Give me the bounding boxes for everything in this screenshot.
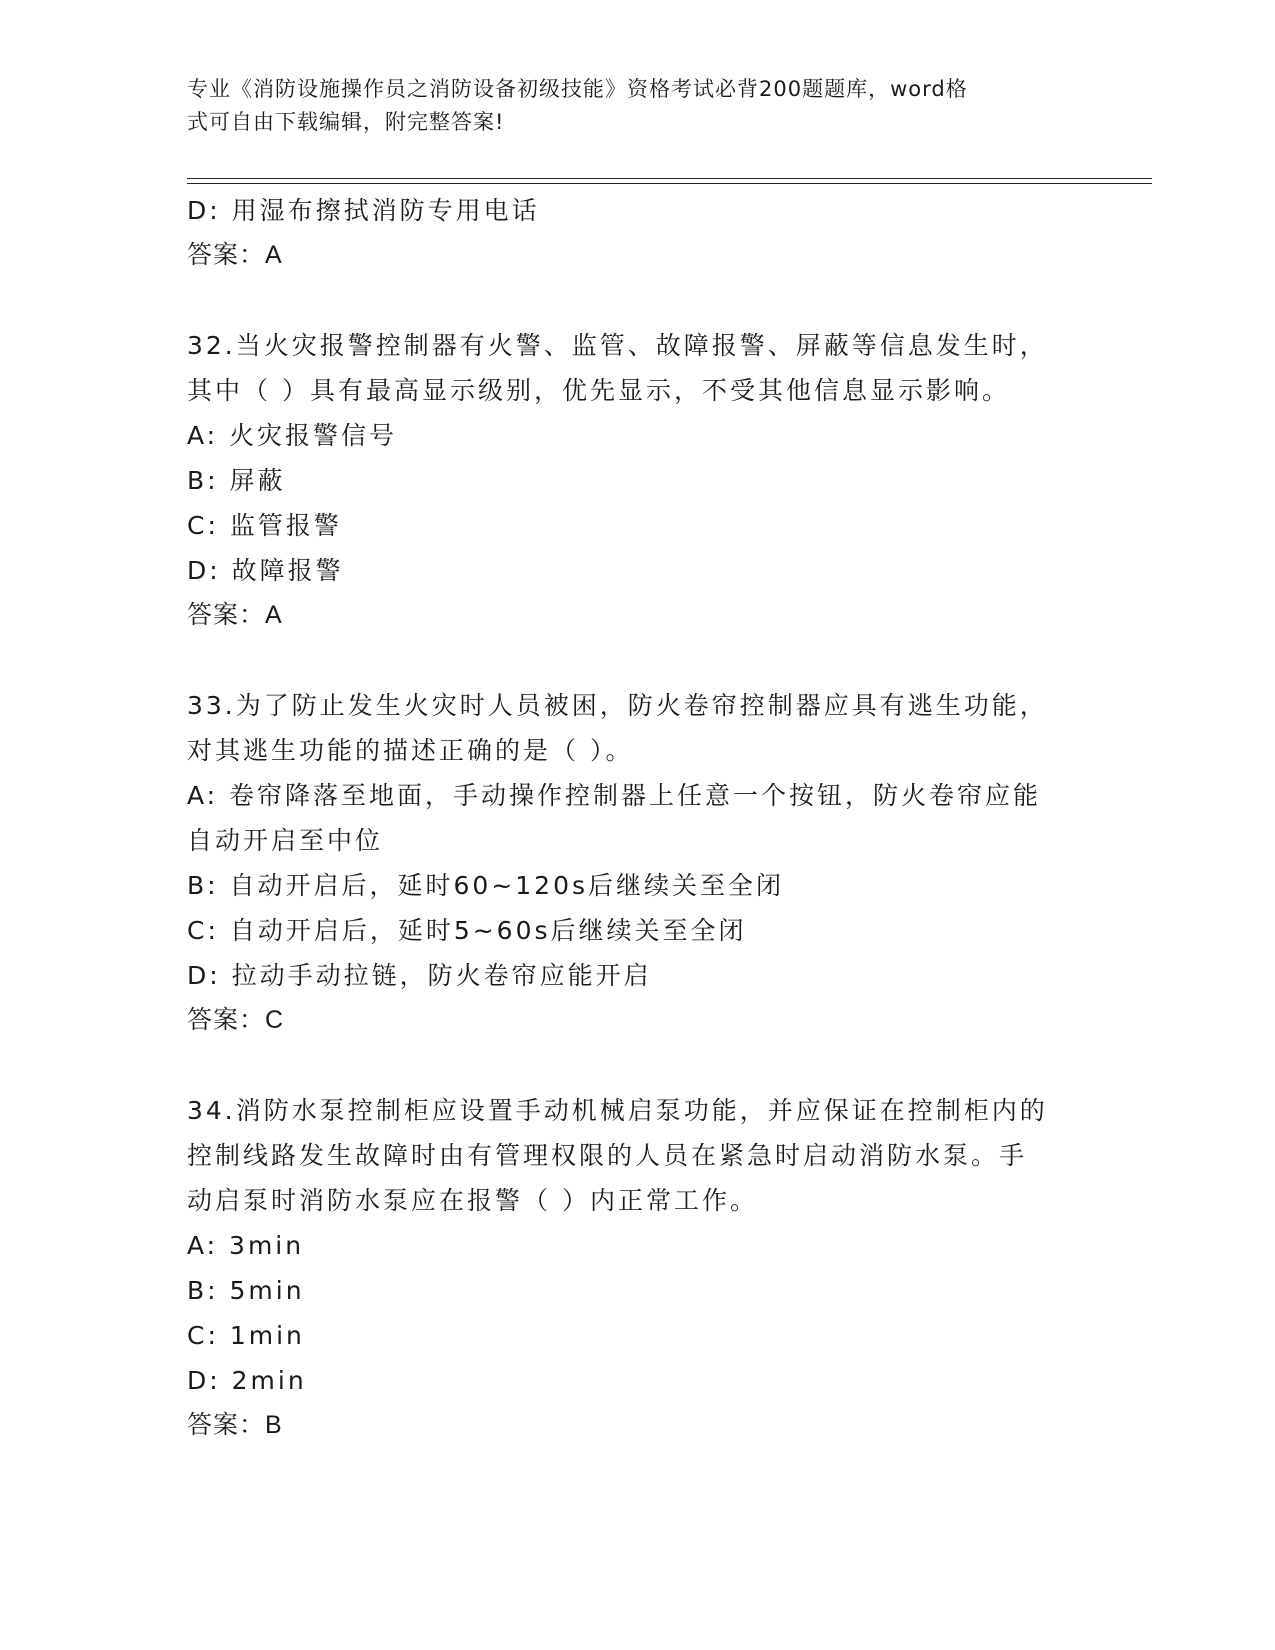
header-line-2: 式可自由下载编辑，附完整答案! [187,110,505,134]
q34-stem-line-1: 34.消防水泵控制柜应设置手动机械启泵功能，并应保证在控制柜内的 [187,1096,1048,1125]
q33-stem-line-2: 对其逃生功能的描述正确的是（ ）。 [187,736,634,765]
q34-stem-line-3: 动启泵时消防水泵应在报警（ ）内正常工作。 [187,1186,758,1215]
q33-stem-line-1: 33.为了防止发生火灾时人员被困，防火卷帘控制器应具有逃生功能， [187,691,1048,720]
q32-option-b: B: 屏蔽 [187,466,286,495]
question-32 [187,323,1087,638]
question-34 [187,1088,1087,1448]
spacer [187,1043,1087,1088]
q34-option-d: D: 2min [187,1366,307,1395]
q32-stem-line-2: 其中（ ）具有最高显示级别，优先显示，不受其他信息显示影响。 [187,376,1010,405]
q34-answer: 答案：B [187,1411,283,1439]
header-line-1: 专业《消防设施操作员之消防设备初级技能》资格考试必背200题题库，word格 [187,77,968,101]
q34-option-a: A: 3min [187,1231,305,1260]
prev-option-d: D: 用湿布擦拭消防专用电话 [187,196,540,225]
q32-stem-line-1: 32.当火灾报警控制器有火警、监管、故障报警、屏蔽等信息发生时， [187,331,1048,360]
q32-option-a: A: 火灾报警信号 [187,421,398,450]
q32-option-d: D: 故障报警 [187,556,344,585]
spacer [187,278,1087,323]
q33-option-d: D: 拉动手动拉链，防火卷帘应能开启 [187,961,652,990]
q33-option-c: C: 自动开启后，延时5~60s后继续关至全闭 [187,916,747,945]
q34-option-c: C: 1min [187,1321,305,1350]
header-divider [187,178,1152,184]
q32-answer: 答案：A [187,601,283,629]
q33-answer: 答案：C [187,1006,285,1034]
prev-answer: 答案：A [187,241,283,269]
question-content [187,188,1087,1448]
q33-option-a-line-2: 自动开启至中位 [187,826,384,855]
q33-option-b: B: 自动开启后，延时60~120s后继续关至全闭 [187,871,785,900]
document-header [187,73,1067,139]
q34-option-b: B: 5min [187,1276,305,1305]
q32-option-c: C: 监管报警 [187,511,342,540]
q33-option-a-line-1: A: 卷帘降落至地面，手动操作控制器上任意一个按钮，防火卷帘应能 [187,781,1042,810]
spacer [187,638,1087,683]
q34-stem-line-2: 控制线路发生故障时由有管理权限的人员在紧急时启动消防水泵。手 [187,1141,1028,1170]
question-33 [187,683,1087,1043]
